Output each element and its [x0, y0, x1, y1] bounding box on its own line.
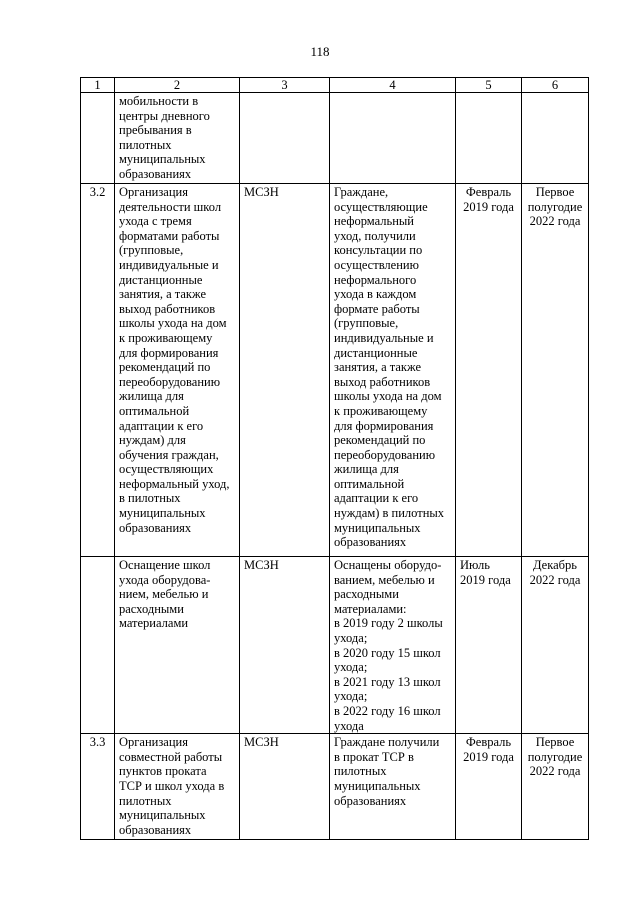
text-line: Июль — [460, 558, 490, 572]
activity-cell — [115, 557, 240, 734]
result-cell — [330, 734, 456, 840]
text-line: ухода — [334, 718, 364, 733]
text-line: обучения граждан, — [119, 447, 219, 462]
text-line: жилища для — [334, 462, 399, 477]
executor-cell: МСЗН — [240, 184, 330, 557]
executor-cell: МСЗН — [240, 557, 330, 734]
end-date-cell — [522, 184, 589, 557]
text-line: осуществляющие — [334, 199, 428, 214]
text-line: Февраль — [465, 735, 512, 750]
end-date-cell — [522, 557, 589, 734]
table-row — [81, 557, 589, 734]
text-line: образованиях — [119, 822, 192, 837]
text-line: дистанционные — [119, 272, 203, 287]
activity-cell — [115, 734, 240, 840]
result-cell — [330, 93, 456, 184]
activity-cell — [115, 184, 240, 557]
text-line: ТСР и школ ухода в — [119, 778, 225, 793]
item-number-cell — [81, 557, 115, 734]
text-line: для формирования — [334, 418, 434, 433]
text-line: материалами: — [334, 601, 407, 616]
text-line: переоборудованию — [334, 447, 436, 462]
text-line: полугодие — [527, 749, 583, 764]
text-line: в пилотных — [119, 491, 181, 506]
text-line: индивидуальные и — [119, 257, 219, 272]
text-line: ухода оборудова- — [119, 572, 211, 587]
text-line: пунктов проката — [119, 764, 207, 779]
text-line: рекомендаций по — [334, 433, 426, 448]
text-line: образованиях — [334, 535, 407, 550]
plan-table — [80, 77, 589, 840]
end-date-cell — [522, 93, 589, 184]
text-line: пилотных — [119, 137, 172, 152]
text-line: Декабрь — [533, 558, 577, 572]
text-line: ухода; — [334, 630, 368, 645]
text-line: ухода; — [334, 660, 368, 675]
column-number: 2 — [115, 78, 240, 93]
text-line: нием, мебелью и — [119, 587, 209, 602]
text-line: в 2022 году 16 школ — [334, 703, 441, 718]
text-line: (групповые, — [119, 243, 184, 258]
text-line: муниципальных — [119, 506, 206, 521]
column-number: 4 — [330, 78, 456, 93]
text-line: расходными — [334, 587, 399, 602]
text-line: индивидуальные и — [334, 330, 434, 345]
text-line: Первое — [535, 185, 575, 199]
activity-cell — [115, 93, 240, 184]
table-row — [81, 184, 589, 557]
text-line: оптимальной — [119, 403, 190, 418]
text-line: образованиях — [119, 166, 192, 181]
text-line: выход работников — [119, 301, 216, 316]
text-line: форматами работы — [119, 228, 220, 243]
text-line: Февраль — [465, 185, 512, 199]
start-date-cell — [456, 557, 522, 734]
text-line: 2019 года — [460, 572, 511, 587]
executor-cell: МСЗН — [240, 734, 330, 840]
text-line: неформального — [334, 272, 417, 287]
text-line: нуждам) в пилотных — [334, 506, 445, 521]
text-line: школы ухода на дом — [334, 389, 442, 404]
text-line: Организация — [119, 185, 188, 199]
text-line: осуществлению — [334, 257, 419, 272]
text-line: образованиях — [334, 793, 407, 808]
item-number-cell — [81, 93, 115, 184]
text-line: Граждане, — [334, 185, 389, 199]
start-date-cell — [456, 734, 522, 840]
text-line: муниципальных — [119, 808, 206, 823]
result-cell — [330, 557, 456, 734]
text-line: в 2021 году 13 школ — [334, 674, 441, 689]
text-line: адаптации к его — [119, 418, 204, 433]
text-line: выход работников — [334, 374, 431, 389]
result-cell — [330, 184, 456, 557]
column-number: 6 — [522, 78, 589, 93]
table-row — [81, 93, 589, 184]
text-line: 2019 года — [463, 199, 514, 214]
text-line: ванием, мебелью и — [334, 572, 435, 587]
text-line: в 2020 году 15 школ — [334, 645, 441, 660]
text-line: неформальный — [334, 214, 414, 229]
text-line: в прокат ТСР в — [334, 749, 414, 764]
text-line: расходными — [119, 601, 184, 616]
text-line: к проживающему — [119, 330, 213, 345]
text-line: рекомендаций по — [119, 360, 211, 375]
text-line: формате работы — [334, 301, 420, 316]
text-line: дистанционные — [334, 345, 418, 360]
item-number-cell: 3.3 — [81, 734, 115, 840]
text-line: в 2019 году 2 школы — [334, 616, 443, 631]
text-line: мобильности в — [119, 94, 199, 108]
text-line: материалами — [119, 616, 189, 631]
text-line: к проживающему — [334, 403, 428, 418]
text-line: Первое — [535, 735, 575, 750]
text-line: центры дневного — [119, 108, 210, 123]
column-number: 1 — [81, 78, 115, 93]
text-line: Организация — [119, 735, 188, 750]
text-line: адаптации к его — [334, 491, 419, 506]
text-line: 2022 года — [529, 572, 581, 587]
text-line: ухода; — [334, 689, 368, 704]
column-number-row — [81, 78, 589, 93]
text-line: переоборудованию — [119, 374, 221, 389]
text-line: консультации по — [334, 243, 423, 258]
text-line: 2022 года — [529, 764, 581, 779]
text-line: образованиях — [119, 520, 192, 535]
page-number: 118 — [310, 44, 330, 59]
column-number: 3 — [240, 78, 330, 93]
executor-cell — [240, 93, 330, 184]
text-line: жилища для — [119, 389, 184, 404]
text-line: ухода в каждом — [334, 287, 417, 302]
text-line: осуществляющих — [119, 462, 214, 477]
start-date-cell — [456, 184, 522, 557]
end-date-cell — [522, 734, 589, 840]
text-line: уход, получили — [334, 228, 416, 243]
text-line: нуждам) для — [119, 433, 186, 448]
text-line: занятия, а также — [119, 287, 207, 302]
text-line: деятельности школ — [119, 199, 222, 214]
text-line: 2022 года — [529, 214, 581, 229]
text-line: оптимальной — [334, 476, 405, 491]
text-line: Оснащение школ — [119, 558, 211, 572]
start-date-cell — [456, 93, 522, 184]
item-number-cell: 3.2 — [81, 184, 115, 557]
text-line: 2019 года — [463, 749, 514, 764]
text-line: совместной работы — [119, 749, 223, 764]
text-line: для формирования — [119, 345, 219, 360]
text-line: школы ухода на дом — [119, 316, 227, 331]
text-line: пилотных — [334, 764, 387, 779]
text-line: неформальный уход, — [119, 476, 230, 491]
text-line: (групповые, — [334, 316, 399, 331]
text-line: муниципальных — [119, 152, 206, 167]
text-line: пребывания в — [119, 123, 192, 138]
text-line: муниципальных — [334, 778, 421, 793]
text-line: муниципальных — [334, 520, 421, 535]
column-number: 5 — [456, 78, 522, 93]
text-line: полугодие — [527, 199, 583, 214]
text-line: Граждане получили — [334, 735, 440, 750]
text-line: Оснащены оборудо- — [334, 558, 442, 572]
text-line: ухода с тремя — [119, 214, 192, 229]
table-row — [81, 734, 589, 840]
text-line: занятия, а также — [334, 360, 422, 375]
text-line: пилотных — [119, 793, 172, 808]
